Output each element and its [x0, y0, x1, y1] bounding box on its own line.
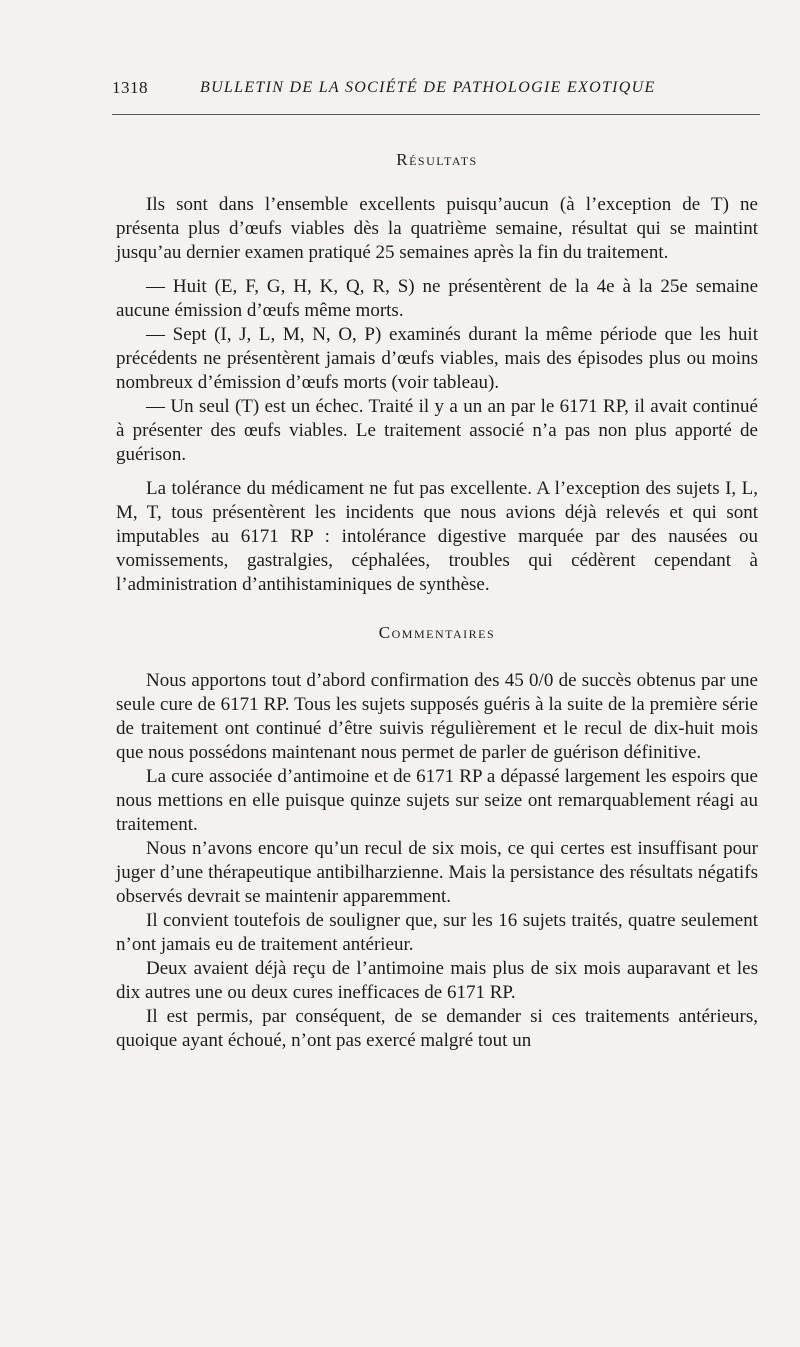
- page-body: [116, 150, 758, 1053]
- comments-paragraph-1: Nous apportons tout d’abord confirmation des 45 0/0 de succès obtenus par une seule cure de 6171 RP. Tous les sujets supposés guéris à la suite de la première série de traitement ont continué d’être suivis régulièrement et le recul de dix-huit mois que nous possédons maintenant nous permet de parler de guérison définitive.: [116, 670, 758, 763]
- results-paragraph-1: Ils sont dans l’ensemble excellents puisqu’aucun (à l’exception de T) ne présenta plus d’œufs viables dès la quatrième semaine, résultat qui se maintint jusqu’au dernier examen pratiqué 25 semaines après la fin du traitement.: [116, 194, 758, 263]
- page-number: 1318: [112, 78, 148, 97]
- comments-paragraph-5: Deux avaient déjà reçu de l’antimoine mais plus de six mois auparavant et les dix autres une ou deux cures inefficaces de 6171 RP.: [116, 958, 758, 1003]
- results-paragraph-5: La tolérance du médicament ne fut pas excellente. A l’exception des sujets I, L, M, T, tous présentèrent les incidents que nous avions déjà relevés et qui sont imputables au 6171 RP : intolérance digestive marquée par des nausées ou vomissements, gastralgies, céphalées, troubles qui cédèrent cependant à l’administration d’antihistaminiques de synthèse.: [116, 478, 758, 595]
- results-paragraph-4: — Un seul (T) est un échec. Traité il y a un an par le 6171 RP, il avait continué à présenter des œufs viables. Le traitement associé n’a pas non plus apporté de guérison.: [116, 396, 758, 465]
- comments-paragraph-6: Il est permis, par conséquent, de se demander si ces traitements antérieurs, quoique ayant échoué, n’ont pas exercé malgré tout un: [116, 1006, 758, 1051]
- section-title-results: Résultats: [396, 150, 478, 169]
- comments-paragraph-3: Nous n’avons encore qu’un recul de six mois, ce qui certes est insuffisant pour juger d’une thérapeutique antibilharzienne. Mais la persistance des résultats négatifs observés devrait se maintenir apparemment.: [116, 838, 758, 907]
- comments-paragraph-2: La cure associée d’antimoine et de 6171 RP a dépassé largement les espoirs que nous mettions en elle puisque quinze sujets sur seize ont remarquablement réagi au traitement.: [116, 766, 758, 835]
- section-title-comments: Commentaires: [378, 623, 496, 642]
- results-paragraph-3: — Sept (I, J, L, M, N, O, P) examinés durant la même période que les huit précédents ne présentèrent jamais d’œufs viables, mais des épisodes plus ou moins nombreux d’émission d’œufs morts (voir tableau).: [116, 324, 758, 393]
- comments-paragraph-4: Il convient toutefois de souligner que, sur les 16 sujets traités, quatre seulement n’ont jamais eu de traitement antérieur.: [116, 910, 758, 955]
- running-head: BULLETIN DE LA SOCIÉTÉ DE PATHOLOGIE EXOTIQUE: [200, 79, 656, 96]
- page-header: [112, 78, 760, 115]
- results-paragraph-2: — Huit (E, F, G, H, K, Q, R, S) ne présentèrent de la 4e à la 25e semaine aucune émission d’œufs même morts.: [116, 276, 758, 321]
